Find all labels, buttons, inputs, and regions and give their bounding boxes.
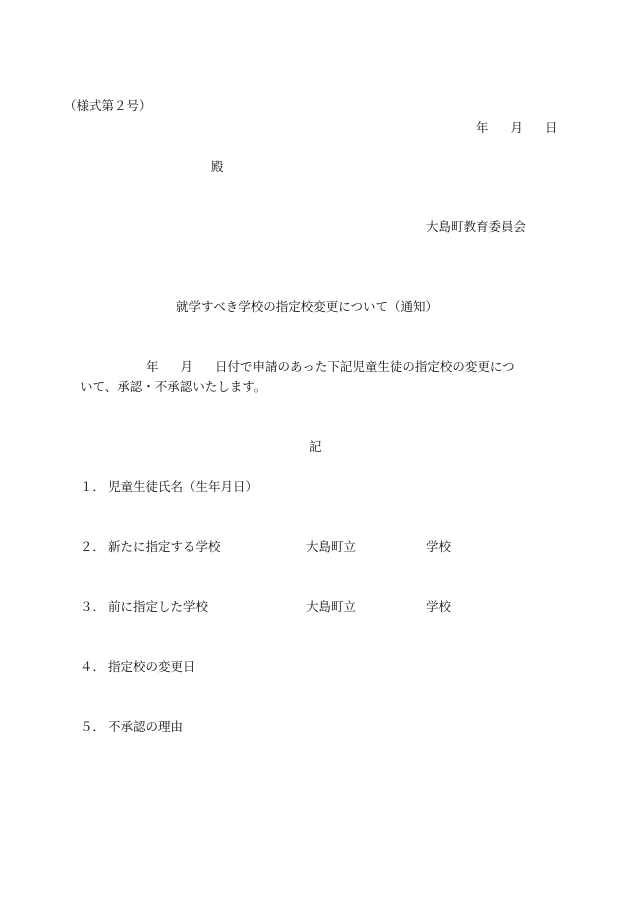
item-number: ４．	[80, 659, 106, 674]
item-number: １．	[80, 479, 106, 494]
body-year: 年	[146, 359, 159, 374]
body-line-2: いて、承認・不承認いたします。	[80, 379, 267, 394]
item-number: ２．	[80, 539, 106, 554]
date-day: 日	[545, 120, 558, 135]
form-number: （様式第２号）	[64, 98, 152, 113]
new-school-prefix: 大島町立	[306, 539, 357, 554]
item-label: 前に指定した学校	[108, 599, 209, 614]
item-label: 指定校の変更日	[108, 659, 196, 674]
item-change-date	[80, 657, 196, 675]
item-student-name	[80, 477, 258, 495]
item-number: ３．	[80, 599, 106, 614]
body-text-1: 日付で申請のあった下記児童生徒の指定校の変更につ	[215, 359, 515, 374]
date-month: 月	[510, 120, 524, 135]
item-rejection-reason	[80, 717, 183, 735]
addressee-suffix: 殿	[211, 159, 224, 174]
body-month: 月	[180, 359, 194, 374]
date-line	[476, 118, 558, 136]
item-number: ５．	[80, 719, 106, 734]
item-label: 新たに指定する学校	[108, 539, 221, 554]
item-previous-school	[80, 597, 208, 615]
item-label: 不承認の理由	[108, 719, 184, 734]
record-heading: 記	[309, 439, 322, 454]
new-school-suffix: 学校	[426, 539, 452, 554]
item-label: 児童生徒氏名（生年月日）	[108, 479, 259, 494]
previous-school-suffix: 学校	[426, 599, 452, 614]
item-new-school	[80, 537, 221, 555]
previous-school-prefix: 大島町立	[306, 599, 357, 614]
document-title: 就学すべき学校の指定校変更について（通知）	[176, 299, 439, 314]
issuer-name: 大島町教育委員会	[426, 219, 527, 234]
body-line-1	[146, 357, 515, 375]
date-year: 年	[476, 120, 489, 135]
